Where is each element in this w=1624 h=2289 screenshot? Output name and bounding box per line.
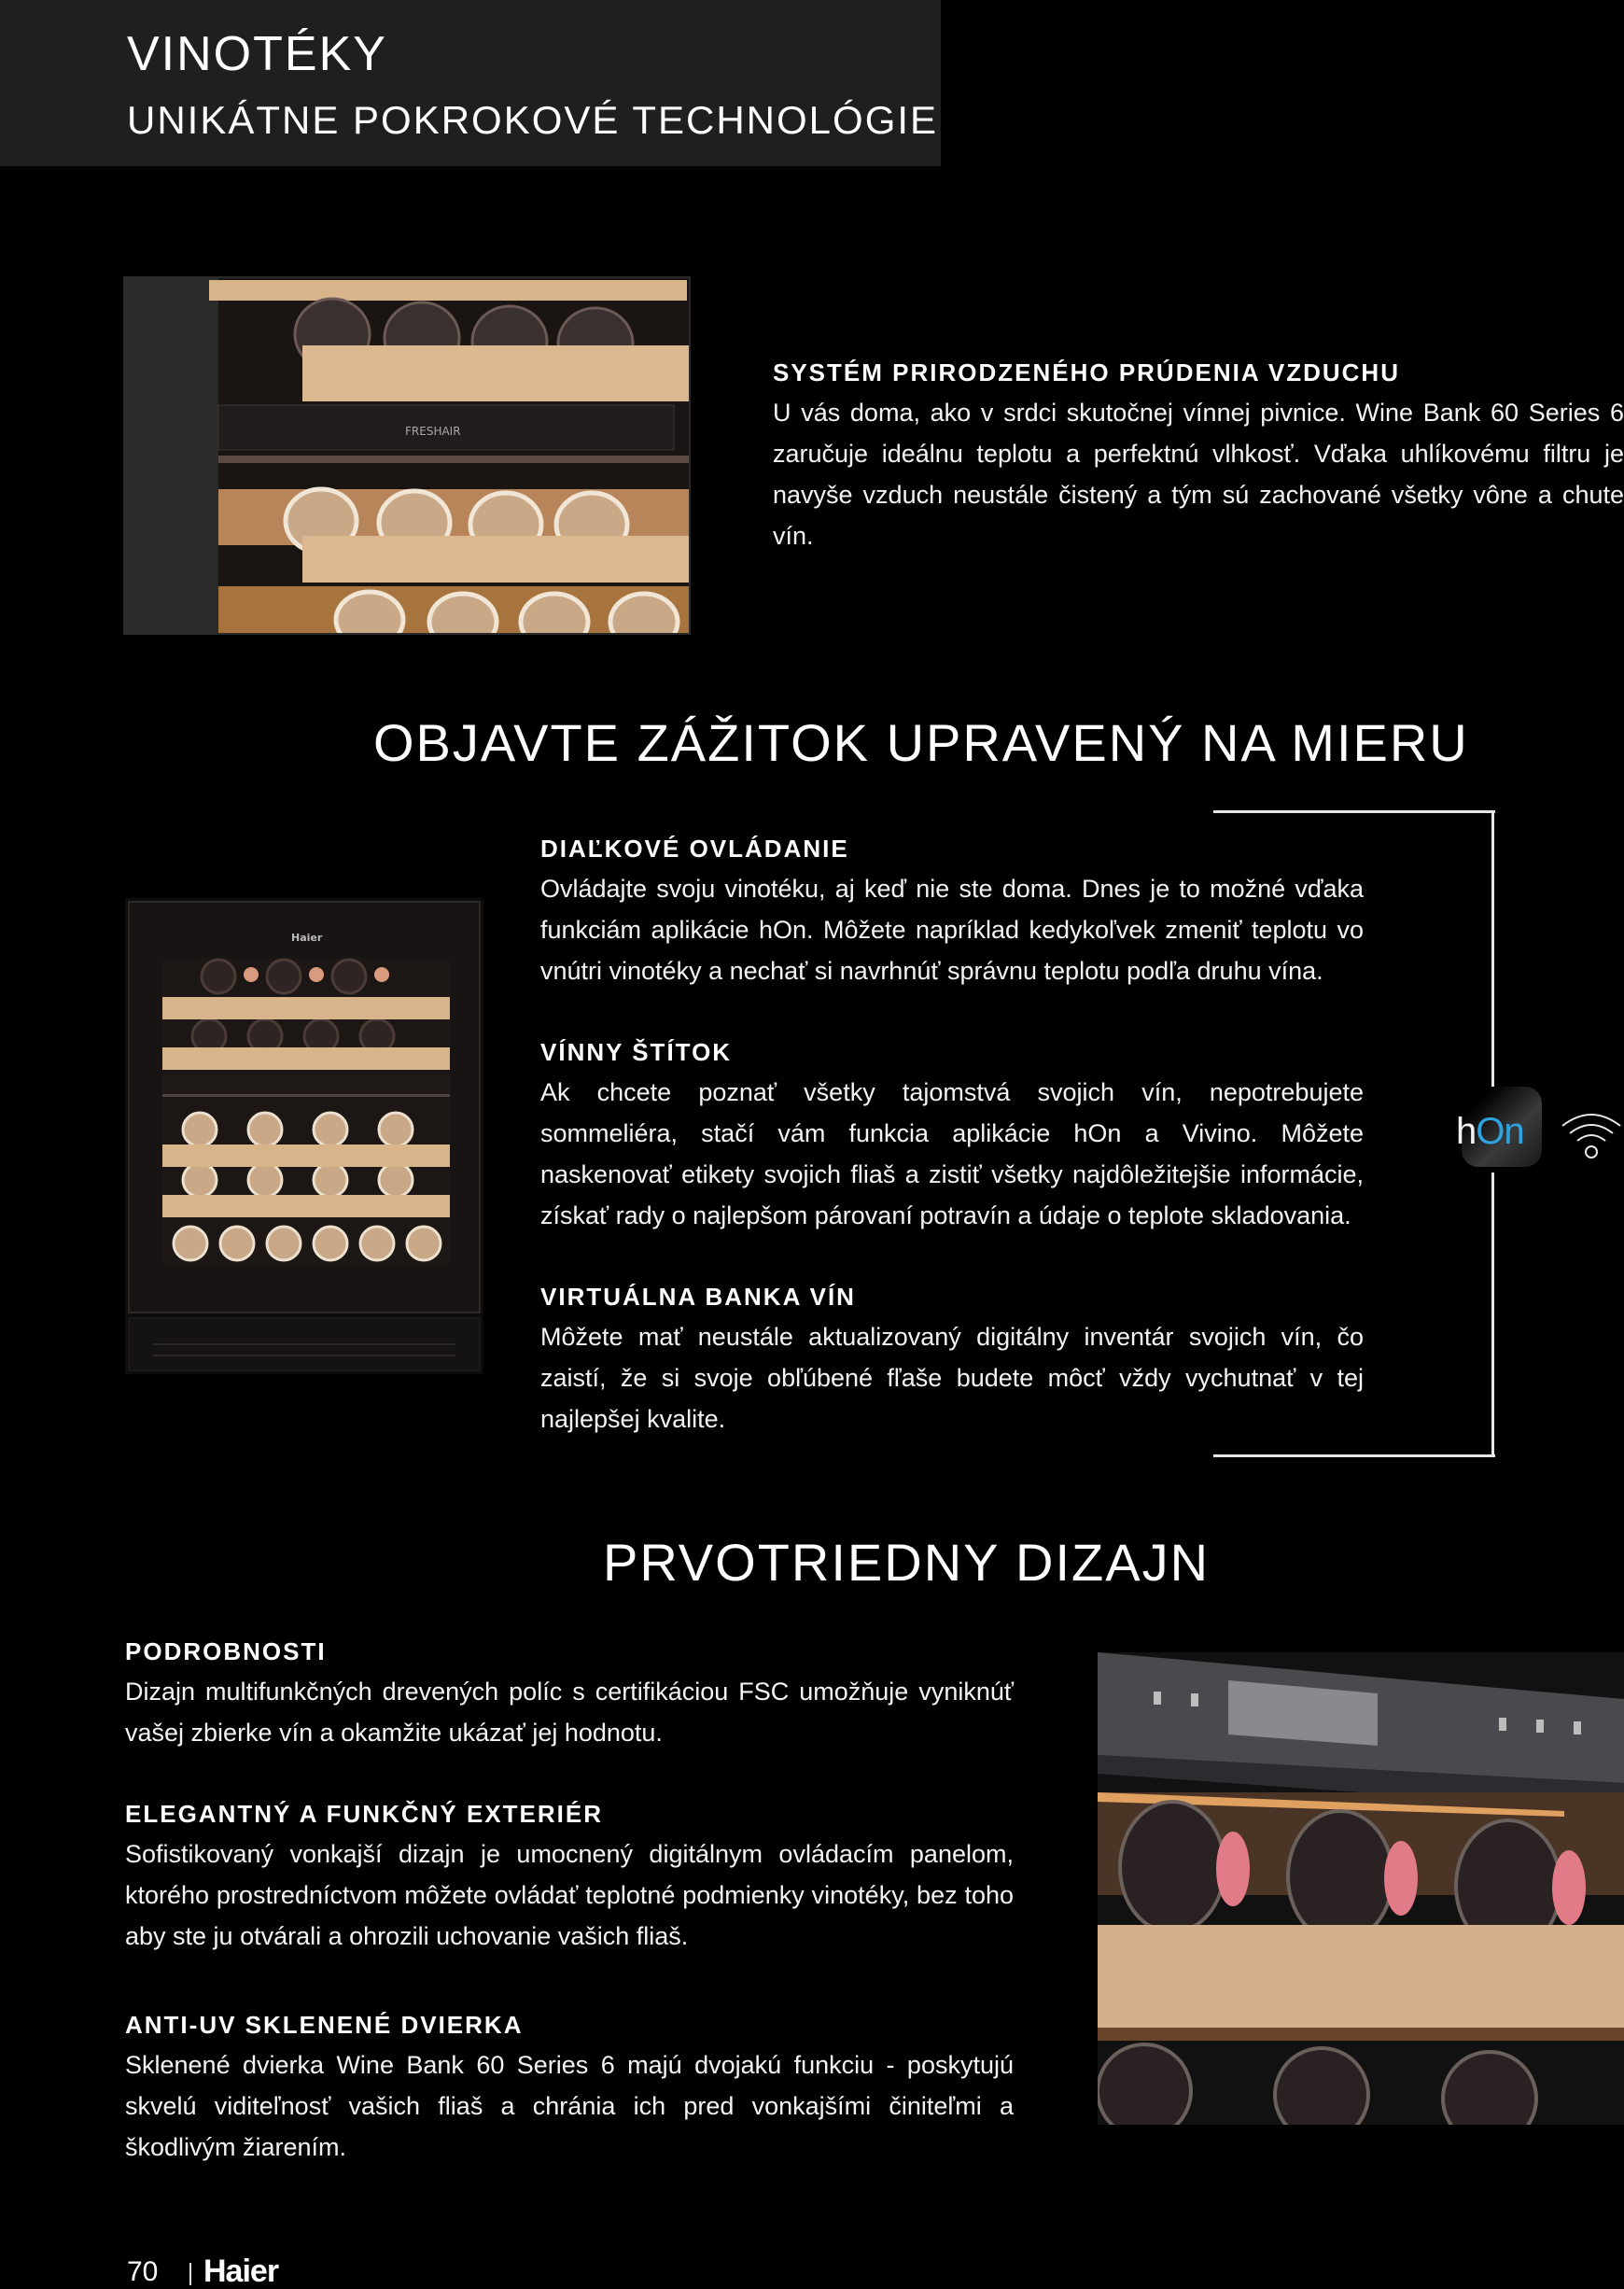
wine-cabinet-illustration (125, 898, 483, 1374)
page-title: VINOTÉKY (127, 27, 387, 81)
section-title-design: PRVOTRIEDNY DIZAJN (603, 1533, 1211, 1592)
wine-label-body: Ak chcete poznať všetky tajomstvá svojich vín, nepotrebujete sommeliéra, stačí vám funkcia aplikácie hOn a Vivino. Môžete naskenovať etikety svojich fliaš a zistiť všetky najdôležitejšie informácie, získať rady o najlepšom párovaní potravín a údaje o teplote skladovania. (540, 1078, 1364, 1229)
details-feature (125, 1636, 1014, 1753)
wine-cabinet-front-photo (125, 898, 483, 1374)
airflow-body: U vás doma, ako v srdci skutočnej vínnej pivnice. Wine Bank 60 Series 6 zaručuje ideálnu teplotu a perfektnú vlhkosť. Vďaka uhlíkovému filtru je navyše vzduch neustále čistený a tým sú zachované všetky vône a chute vín. (773, 399, 1624, 550)
details-heading: PODROBNOSTI (125, 1637, 327, 1665)
exterior-feature (125, 1798, 1014, 1957)
freshair-label: FRESHAIR (405, 425, 461, 438)
wine-label-feature (540, 1036, 1364, 1236)
bracket-line-top (1213, 810, 1495, 813)
brand-logo: Haier (203, 2254, 279, 2289)
anti-uv-door-heading: ANTI-UV SKLENENÉ DVIERKA (125, 2011, 524, 2039)
footer-divider (189, 2263, 191, 2285)
remote-control-feature (540, 833, 1364, 991)
control-panel-bottles-photo (1098, 1652, 1624, 2125)
anti-uv-door-body: Sklenené dvierka Wine Bank 60 Series 6 majú dvojakú funkciu - poskytujú skvelú viditeľnosť vašich fliaš a chránia ich pred vonkajšími činiteľmi a škodlivým žiarením. (125, 2051, 1014, 2161)
page-subtitle: UNIKÁTNE POKROKOVÉ TECHNOLÓGIE (127, 98, 939, 142)
airflow-feature (773, 357, 1624, 556)
bracket-line-right-upper (1491, 810, 1494, 1088)
header-banner (0, 0, 941, 166)
details-body: Dizajn multifunkčných drevených políc s certifikáciou FSC umožňuje vyniknúť vašej zbierke vín a okamžite ukázať jej hodnotu. (125, 1678, 1014, 1747)
wine-label-heading: VÍNNY ŠTÍTOK (540, 1038, 733, 1066)
wine-shelves-illustration (125, 278, 691, 635)
virtual-wine-bank-heading: VIRTUÁLNA BANKA VÍN (540, 1283, 856, 1311)
hon-logo-text: hOn (1456, 1111, 1524, 1152)
bracket-line-right-lower (1491, 1173, 1494, 1457)
airflow-heading: SYSTÉM PRIRODZENÉHO PRÚDENIA VZDUCHU (773, 358, 1400, 386)
virtual-wine-bank-feature (540, 1281, 1364, 1439)
anti-uv-door-feature (125, 2009, 1014, 2168)
control-panel-illustration (1098, 1652, 1624, 2125)
remote-control-body: Ovládajte svoju vinotéku, aj keď nie ste doma. Dnes je to možné vďaka funkciám aplikácie hOn. Môžete napríklad kedykoľvek zmeniť teplotu vo vnútri vinotéky a nechať si navrhnúť správnu teplotu podľa druhu vína. (540, 875, 1364, 985)
remote-control-heading: DIAĽKOVÉ OVLÁDANIE (540, 835, 849, 863)
wifi-icon (1559, 1105, 1624, 1161)
section-title-custom-experience: OBJAVTE ZÁŽITOK UPRAVENÝ NA MIERU (373, 713, 1469, 772)
cabinet-brand: Haier (291, 932, 323, 944)
wine-shelves-photo (123, 276, 691, 635)
exterior-heading: ELEGANTNÝ A FUNKČNÝ EXTERIÉR (125, 1800, 603, 1828)
virtual-wine-bank-body: Môžete mať neustále aktualizovaný digitálny inventár svojich vín, čo zaistí, že si svoje obľúbené fľaše budete môcť vždy vychutnať v tej najlepšej kvalite. (540, 1323, 1364, 1433)
page-number: 70 (127, 2256, 159, 2287)
exterior-body: Sofistikovaný vonkajší dizajn je umocnený digitálnym ovládacím panelom, ktorého prostredníctvom môžete ovládať teplotné podmienky vinotéky, bez toho aby ste ju otvárali a ohrozili uchovanie vašich fliaš. (125, 1840, 1014, 1950)
bracket-line-bottom (1213, 1454, 1495, 1457)
